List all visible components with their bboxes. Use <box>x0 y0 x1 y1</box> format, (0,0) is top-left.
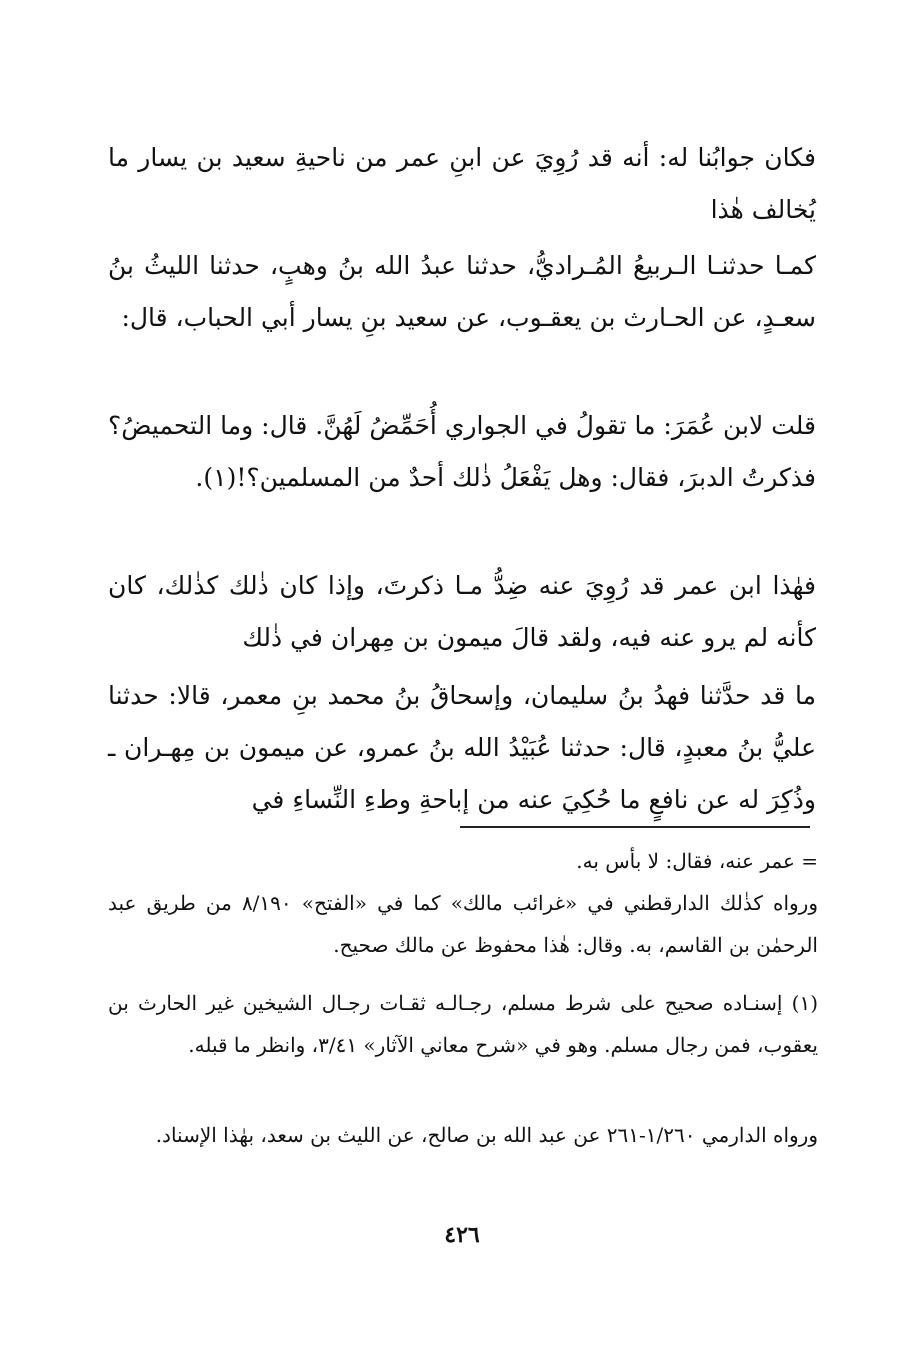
footnote-text: (١) إسنـاده صحيح على شرط مسلم، رجـالـه ثقـات رجـال الشيخين غير الحارث بن يعقوب، فمن رجال مسلم. وهو في «شرح معاني الآثار» ٣/٤١، وانظر ما قبله. <box>108 991 818 1057</box>
footnote-continuation <box>108 840 818 882</box>
main-paragraph-3 <box>108 400 816 504</box>
footnote-note-b <box>108 1114 818 1156</box>
paragraph-text: فكان جوابُنا له: أنه قد رُوِيَ عن ابنِ عمر من ناحيةِ سعيد بن يسار ما يُخالف هٰذا <box>108 143 816 224</box>
footnote-text: = عمر عنه، فقال: لا بأس به. <box>576 849 818 873</box>
paragraph-text: كمـا حدثنـا الـربيعُ المُـراديُّ، حدثنا عبدُ الله بنُ وهبٍ، حدثنا الليثُ بنُ سعـدٍ، عن الحـارث بن يعقـوب، عن سعيد بنِ يسار أبي الحباب، قال: <box>108 251 816 332</box>
footnote-text: ورواه كذٰلك الدارقطني في «غرائب مالك» كما في «الفتح» ٨/١٩٠ من طريق عبد الرحمٰن بن القاسم، به. وقال: هٰذا محفوظ عن مالك صحيح. <box>108 891 818 957</box>
footnote-text: ورواه الدارمي ١/٢٦٠-٢٦١ عن عبد الله بن صالح، عن الليث بن سعد، بهٰذا الإسناد. <box>155 1123 818 1147</box>
footnote-divider <box>460 826 810 828</box>
page-number: ٤٢٦ <box>444 1222 480 1248</box>
paragraph-text: قلت لابن عُمَرَ: ما تقولُ في الجواري أُحَمِّضُ لَهُنَّ. قال: وما التحميضُ؟ فذكرتُ الدبرَ، فقال: وهل يَفْعَلُ ذٰلك أحدٌ من المسلمين؟!(١). <box>108 411 816 492</box>
main-paragraph-1 <box>108 132 816 236</box>
footnote-note-1 <box>108 982 818 1066</box>
main-paragraph-5 <box>108 670 816 826</box>
footnote-note-a <box>108 882 818 966</box>
paragraph-text: ما قد حدَّثنا فهدُ بنُ سليمان، وإسحاقُ بنُ محمد بنِ معمر، قالا: حدثنا عليُّ بنُ معبدٍ، قال: حدثنا عُبَيْدُ الله بنُ عمرو، عن ميمون بن مِهـران ـ وذُكِرَ له عن نافعٍ ما حُكِيَ عنه من إباحةِ وطءِ النِّساءِ في <box>108 681 816 814</box>
paragraph-text: فهٰذا ابن عمر قد رُوِيَ عنه ضِدُّ مـا ذكرتَ، وإذا كان ذٰلك كذٰلك، كان كأنه لم يرو عنه فيه، ولقد قالَ ميمون بن مِهران في ذٰلك <box>108 571 816 652</box>
main-paragraph-2 <box>108 240 816 344</box>
main-paragraph-4 <box>108 560 816 664</box>
